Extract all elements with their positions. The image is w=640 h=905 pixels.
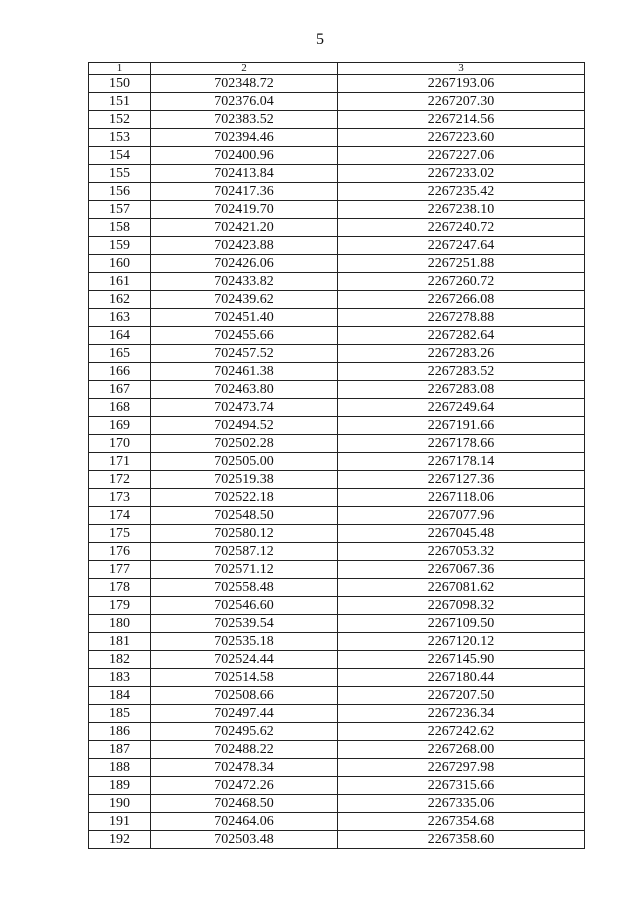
point-number-cell: 156 (89, 183, 151, 201)
table-row (89, 237, 585, 255)
table-row (89, 381, 585, 399)
point-number-cell: 182 (89, 651, 151, 669)
x-coordinate-cell: 702522.18 (151, 489, 338, 507)
x-coordinate-cell: 702463.80 (151, 381, 338, 399)
table-row (89, 147, 585, 165)
x-coordinate-cell: 702383.52 (151, 111, 338, 129)
x-coordinate-cell: 702548.50 (151, 507, 338, 525)
table-row (89, 561, 585, 579)
header-cell-1: 1 (89, 63, 151, 75)
point-number-cell: 177 (89, 561, 151, 579)
x-coordinate-cell: 702494.52 (151, 417, 338, 435)
x-coordinate-cell: 702464.06 (151, 813, 338, 831)
x-coordinate-cell: 702417.36 (151, 183, 338, 201)
y-coordinate-cell: 2267251.88 (338, 255, 585, 273)
table-row (89, 723, 585, 741)
point-number-cell: 173 (89, 489, 151, 507)
x-coordinate-cell: 702433.82 (151, 273, 338, 291)
header-cell-3: 3 (338, 63, 585, 75)
table-row (89, 201, 585, 219)
table-body (89, 75, 585, 849)
y-coordinate-cell: 2267127.36 (338, 471, 585, 489)
y-coordinate-cell: 2267283.26 (338, 345, 585, 363)
y-coordinate-cell: 2267191.66 (338, 417, 585, 435)
x-coordinate-cell: 702478.34 (151, 759, 338, 777)
x-coordinate-cell: 702539.54 (151, 615, 338, 633)
x-coordinate-cell: 702535.18 (151, 633, 338, 651)
y-coordinate-cell: 2267233.02 (338, 165, 585, 183)
point-number-cell: 181 (89, 633, 151, 651)
y-coordinate-cell: 2267077.96 (338, 507, 585, 525)
point-number-cell: 164 (89, 327, 151, 345)
table-row (89, 633, 585, 651)
y-coordinate-cell: 2267227.06 (338, 147, 585, 165)
y-coordinate-cell: 2267120.12 (338, 633, 585, 651)
table-row (89, 813, 585, 831)
point-number-cell: 151 (89, 93, 151, 111)
point-number-cell: 187 (89, 741, 151, 759)
y-coordinate-cell: 2267214.56 (338, 111, 585, 129)
table-row (89, 795, 585, 813)
table-row (89, 669, 585, 687)
point-number-cell: 176 (89, 543, 151, 561)
table-row (89, 129, 585, 147)
x-coordinate-cell: 702587.12 (151, 543, 338, 561)
table-row (89, 435, 585, 453)
table-row (89, 759, 585, 777)
point-number-cell: 168 (89, 399, 151, 417)
point-number-cell: 160 (89, 255, 151, 273)
point-number-cell: 184 (89, 687, 151, 705)
y-coordinate-cell: 2267178.14 (338, 453, 585, 471)
point-number-cell: 161 (89, 273, 151, 291)
x-coordinate-cell: 702419.70 (151, 201, 338, 219)
y-coordinate-cell: 2267297.98 (338, 759, 585, 777)
point-number-cell: 192 (89, 831, 151, 849)
y-coordinate-cell: 2267238.10 (338, 201, 585, 219)
table-row (89, 219, 585, 237)
table-row (89, 615, 585, 633)
table-row (89, 651, 585, 669)
y-coordinate-cell: 2267260.72 (338, 273, 585, 291)
y-coordinate-cell: 2267358.60 (338, 831, 585, 849)
table-row (89, 273, 585, 291)
table-row (89, 309, 585, 327)
y-coordinate-cell: 2267268.00 (338, 741, 585, 759)
y-coordinate-cell: 2267207.50 (338, 687, 585, 705)
y-coordinate-cell: 2267109.50 (338, 615, 585, 633)
x-coordinate-cell: 702394.46 (151, 129, 338, 147)
header-cell-2: 2 (151, 63, 338, 75)
coordinates-table (88, 62, 585, 849)
point-number-cell: 175 (89, 525, 151, 543)
point-number-cell: 165 (89, 345, 151, 363)
y-coordinate-cell: 2267283.08 (338, 381, 585, 399)
x-coordinate-cell: 702376.04 (151, 93, 338, 111)
y-coordinate-cell: 2267283.52 (338, 363, 585, 381)
y-coordinate-cell: 2267240.72 (338, 219, 585, 237)
point-number-cell: 163 (89, 309, 151, 327)
y-coordinate-cell: 2267178.66 (338, 435, 585, 453)
table-row (89, 93, 585, 111)
x-coordinate-cell: 702503.48 (151, 831, 338, 849)
x-coordinate-cell: 702455.66 (151, 327, 338, 345)
x-coordinate-cell: 702497.44 (151, 705, 338, 723)
table-row (89, 471, 585, 489)
x-coordinate-cell: 702421.20 (151, 219, 338, 237)
y-coordinate-cell: 2267223.60 (338, 129, 585, 147)
y-coordinate-cell: 2267335.06 (338, 795, 585, 813)
table-row (89, 489, 585, 507)
table-row (89, 831, 585, 849)
table-row (89, 543, 585, 561)
y-coordinate-cell: 2267081.62 (338, 579, 585, 597)
x-coordinate-cell: 702558.48 (151, 579, 338, 597)
x-coordinate-cell: 702457.52 (151, 345, 338, 363)
y-coordinate-cell: 2267145.90 (338, 651, 585, 669)
x-coordinate-cell: 702580.12 (151, 525, 338, 543)
x-coordinate-cell: 702502.28 (151, 435, 338, 453)
table-header (89, 63, 585, 75)
point-number-cell: 170 (89, 435, 151, 453)
point-number-cell: 188 (89, 759, 151, 777)
y-coordinate-cell: 2267045.48 (338, 525, 585, 543)
table-row (89, 291, 585, 309)
table-row (89, 327, 585, 345)
x-coordinate-cell: 702468.50 (151, 795, 338, 813)
table-row (89, 75, 585, 93)
page-number: 5 (316, 31, 324, 48)
point-number-cell: 159 (89, 237, 151, 255)
y-coordinate-cell: 2267282.64 (338, 327, 585, 345)
point-number-cell: 178 (89, 579, 151, 597)
point-number-cell: 174 (89, 507, 151, 525)
y-coordinate-cell: 2267193.06 (338, 75, 585, 93)
y-coordinate-cell: 2267235.42 (338, 183, 585, 201)
table-row (89, 687, 585, 705)
x-coordinate-cell: 702451.40 (151, 309, 338, 327)
point-number-cell: 167 (89, 381, 151, 399)
point-number-cell: 154 (89, 147, 151, 165)
point-number-cell: 171 (89, 453, 151, 471)
point-number-cell: 189 (89, 777, 151, 795)
table-row (89, 363, 585, 381)
x-coordinate-cell: 702472.26 (151, 777, 338, 795)
x-coordinate-cell: 702546.60 (151, 597, 338, 615)
y-coordinate-cell: 2267118.06 (338, 489, 585, 507)
y-coordinate-cell: 2267236.34 (338, 705, 585, 723)
x-coordinate-cell: 702488.22 (151, 741, 338, 759)
point-number-cell: 153 (89, 129, 151, 147)
x-coordinate-cell: 702508.66 (151, 687, 338, 705)
y-coordinate-cell: 2267098.32 (338, 597, 585, 615)
x-coordinate-cell: 702400.96 (151, 147, 338, 165)
point-number-cell: 172 (89, 471, 151, 489)
x-coordinate-cell: 702423.88 (151, 237, 338, 255)
point-number-cell: 158 (89, 219, 151, 237)
point-number-cell: 152 (89, 111, 151, 129)
x-coordinate-cell: 702348.72 (151, 75, 338, 93)
y-coordinate-cell: 2267278.88 (338, 309, 585, 327)
table-row (89, 165, 585, 183)
point-number-cell: 179 (89, 597, 151, 615)
table-row (89, 597, 585, 615)
table-row (89, 705, 585, 723)
point-number-cell: 157 (89, 201, 151, 219)
x-coordinate-cell: 702426.06 (151, 255, 338, 273)
point-number-cell: 180 (89, 615, 151, 633)
table-row (89, 507, 585, 525)
point-number-cell: 169 (89, 417, 151, 435)
y-coordinate-cell: 2267207.30 (338, 93, 585, 111)
point-number-cell: 183 (89, 669, 151, 687)
x-coordinate-cell: 702473.74 (151, 399, 338, 417)
x-coordinate-cell: 702505.00 (151, 453, 338, 471)
table-row (89, 741, 585, 759)
point-number-cell: 186 (89, 723, 151, 741)
point-number-cell: 150 (89, 75, 151, 93)
y-coordinate-cell: 2267266.08 (338, 291, 585, 309)
y-coordinate-cell: 2267249.64 (338, 399, 585, 417)
y-coordinate-cell: 2267067.36 (338, 561, 585, 579)
table-row (89, 579, 585, 597)
table-row (89, 525, 585, 543)
table-row (89, 777, 585, 795)
table-row (89, 399, 585, 417)
table-row (89, 111, 585, 129)
y-coordinate-cell: 2267053.32 (338, 543, 585, 561)
point-number-cell: 166 (89, 363, 151, 381)
table-row (89, 417, 585, 435)
header-row (89, 63, 585, 75)
x-coordinate-cell: 702524.44 (151, 651, 338, 669)
x-coordinate-cell: 702413.84 (151, 165, 338, 183)
table-row (89, 345, 585, 363)
y-coordinate-cell: 2267242.62 (338, 723, 585, 741)
table-row (89, 183, 585, 201)
point-number-cell: 162 (89, 291, 151, 309)
table-row (89, 255, 585, 273)
x-coordinate-cell: 702495.62 (151, 723, 338, 741)
y-coordinate-cell: 2267247.64 (338, 237, 585, 255)
table-row (89, 453, 585, 471)
point-number-cell: 155 (89, 165, 151, 183)
x-coordinate-cell: 702514.58 (151, 669, 338, 687)
y-coordinate-cell: 2267180.44 (338, 669, 585, 687)
x-coordinate-cell: 702571.12 (151, 561, 338, 579)
point-number-cell: 190 (89, 795, 151, 813)
point-number-cell: 191 (89, 813, 151, 831)
y-coordinate-cell: 2267354.68 (338, 813, 585, 831)
x-coordinate-cell: 702439.62 (151, 291, 338, 309)
x-coordinate-cell: 702519.38 (151, 471, 338, 489)
x-coordinate-cell: 702461.38 (151, 363, 338, 381)
point-number-cell: 185 (89, 705, 151, 723)
y-coordinate-cell: 2267315.66 (338, 777, 585, 795)
